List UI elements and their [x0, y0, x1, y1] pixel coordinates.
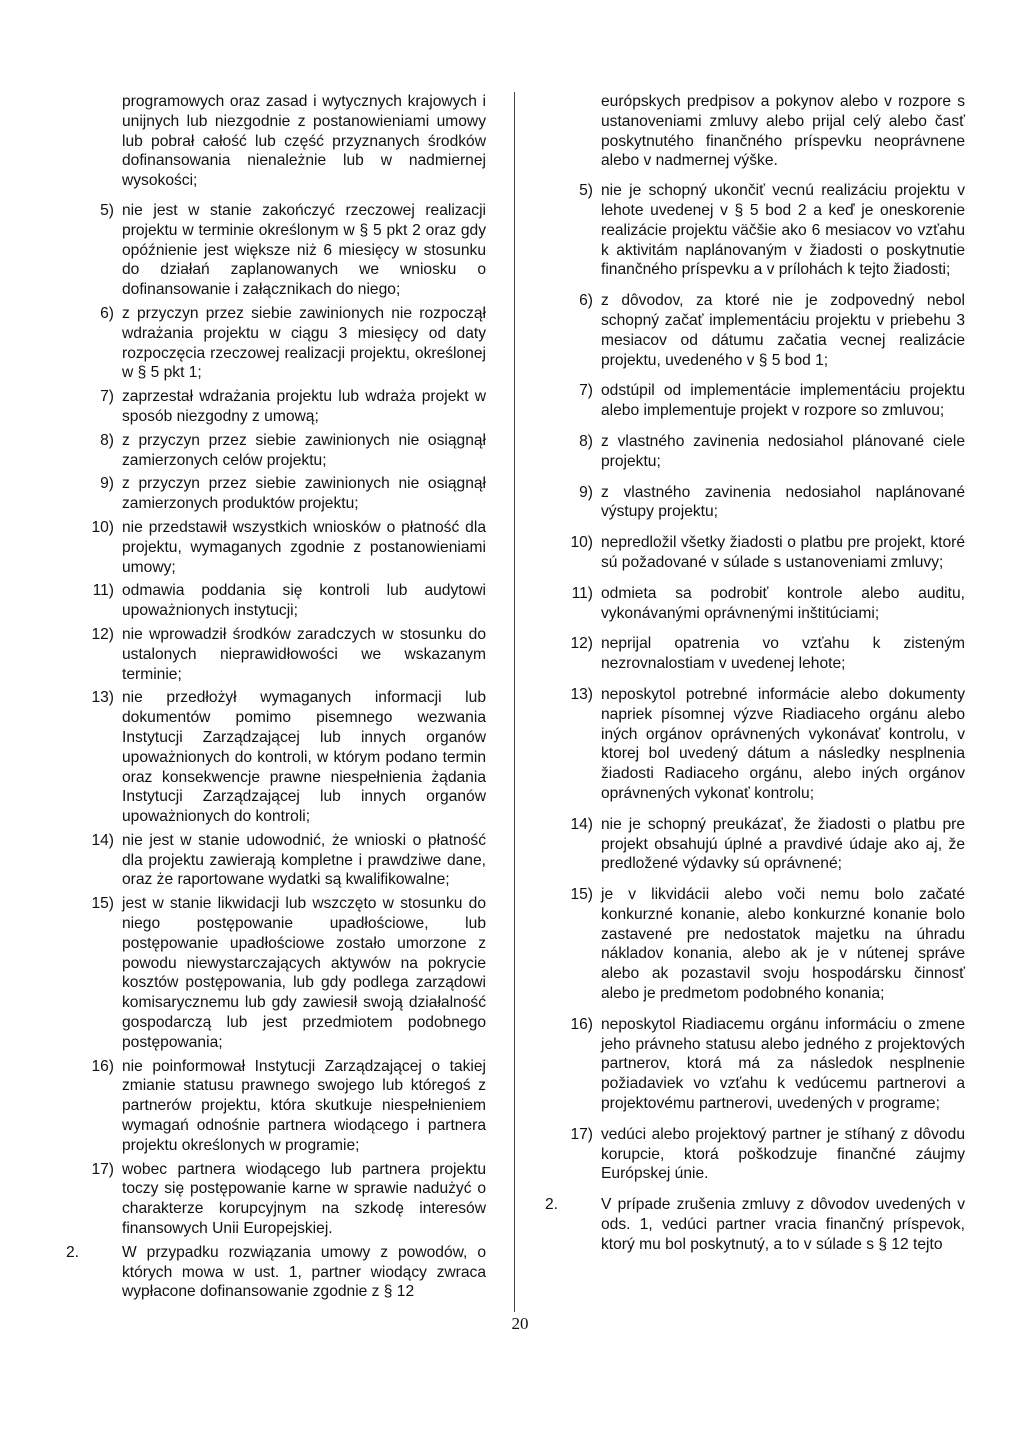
list-item-number: 5): [579, 182, 593, 200]
section-number: 2.: [545, 1196, 559, 1214]
list-item-text: nie przedłożył wymaganych informacji lub dokumentów pomimo pisemnego wezwania Instytucji Zarządzającej lub innych organów upoważnionych do kontroli, w którym podano termin oraz konsekwencje prawne niespełnienia żądania Instytucji Zarządzającej lub innych organów upoważnionych do kontroli;: [122, 689, 486, 826]
list-item-number: 6): [579, 292, 593, 310]
list-item-text: z dôvodov, za ktoré nie je zodpovedný nebol schopný začať implementáciu projektu v priebehu 3 mesiacov od dátumu začatia vecnej realizácie projektu, uvedeného v § 5 bod 1;: [601, 292, 965, 369]
numbered-list: [66, 201, 486, 1239]
list-item: [66, 201, 486, 300]
list-item: [66, 831, 486, 890]
list-item-number: 16): [570, 1015, 593, 1033]
list-item: [545, 815, 965, 874]
list-item-number: 10): [570, 534, 593, 552]
list-item: [66, 387, 486, 427]
list-item-number: 10): [91, 518, 114, 536]
list-item: [545, 483, 965, 523]
list-item: [66, 688, 486, 827]
list-item-number: 8): [100, 431, 114, 449]
list-item-text: nie je schopný preukázať, že žiadosti o platbu pre projekt obsahujú úplné a pravdivé údaje ako aj, že predložené výdavky sú oprávnené;: [601, 815, 965, 873]
intro-paragraph: programowych oraz zasad i wytycznych krajowych i unijnych lub niezgodnie z postanowieniami umowy lub pobrał całość lub część przyznanych środków dofinansowania nienależnie lub w nadmiernej wysokości;: [122, 93, 486, 190]
list-item-text: nie je schopný ukončiť vecnú realizáciu projektu v lehote uvedenej v § 5 bod 2 a keď je oneskorenie realizácie projektu väčšie ako 6 mesiacov vo vzťahu k aktivitám naplánovaným v žiadosti o poskytnutie finančného príspevku a v prílohách k tejto žiadosti;: [601, 182, 965, 279]
slovak-column: [545, 92, 965, 1266]
page-number: 20: [511, 1314, 529, 1333]
list-item: [545, 1125, 965, 1184]
list-item-text: z vlastného zavinenia nedosiahol plánované ciele projektu;: [601, 432, 965, 470]
list-item-number: 13): [570, 685, 593, 703]
section-text: W przypadku rozwiązania umowy z powodów, o których mowa w ust. 1, partner wiodący zwraca wypłacone dofinansowanie zgodnie z § 12: [122, 1243, 486, 1301]
list-item: [66, 1057, 486, 1156]
list-item-number: 15): [570, 886, 593, 904]
list-item-text: zaprzestał wdrażania projektu lub wdraża projekt w sposób niezgodny z umową;: [122, 388, 486, 425]
list-item-number: 6): [100, 304, 114, 322]
list-item-text: je v likvidácii alebo voči nemu bolo začaté konkurzné konanie, alebo konkurzné konanie bolo zastavené pre nedostatok majetku na úhradu nákladov konania, alebo ak je v nútenej správe alebo ak pozastavil svoju hospodársku činnosť alebo je predmetom podobného konania;: [601, 886, 965, 1003]
list-item: [545, 685, 965, 804]
intro-paragraph: európskych predpisov a pokynov alebo v rozpore s ustanoveniami zmluvy alebo prijal celý alebo časť poskytnutého finančného príspevku neoprávnene alebo v nadmernej výške.: [601, 93, 965, 170]
list-item-number: 14): [570, 815, 593, 833]
section-number: 2.: [66, 1243, 80, 1261]
list-item-number: 8): [579, 432, 593, 450]
section-2-paragraph: [545, 1195, 965, 1254]
list-item-text: z vlastného zavinenia nedosiahol naplánované výstupy projektu;: [601, 483, 965, 521]
list-item: [66, 1160, 486, 1239]
list-item-text: nie jest w stanie udowodnić, że wnioski o płatność dla projektu zawierają kompletne i prawdziwe dane, oraz że raportowane wydatki są kwalifikowalne;: [122, 831, 486, 889]
list-item: [66, 581, 486, 621]
numbered-list: [545, 181, 965, 1184]
list-item-number: 12): [570, 635, 593, 653]
section-2-paragraph: [66, 1243, 486, 1302]
list-item-number: 5): [100, 201, 114, 219]
list-item: [545, 634, 965, 674]
list-item-number: 16): [91, 1057, 114, 1075]
list-item-text: vedúci alebo projektový partner je stíhaný z dôvodu korupcie, ktorá poškodzuje finančné záujmy Európskej únie.: [601, 1125, 965, 1183]
list-item-number: 14): [91, 831, 114, 849]
list-item-text: nie wprowadził środków zaradczych w stosunku do ustalonych nieprawidłowości we wskazanym terminie;: [122, 625, 486, 683]
list-item-number: 7): [579, 382, 593, 400]
list-item-text: nie jest w stanie zakończyć rzeczowej realizacji projektu w terminie określonym w § 5 pkt 2 oraz gdy opóźnienie jest większe niż 6 miesięcy w stosunku do działań zaplanowanych we wniosku o dofinansowanie i załącznikach do niego;: [122, 201, 486, 299]
list-item-text: nie przedstawił wszystkich wniosków o płatność dla projektu, wymaganych zgodnie z postanowieniami umowy;: [122, 518, 486, 576]
list-item-text: neposkytol potrebné informácie alebo dokumenty napriek písomnej výzve Riadiaceho orgánu alebo iných orgánov oprávnených vykonávať kontrolu, v ktorej bol uvedený dátum a následky nesplnenia žiadosti Radiaceho orgánu, alebo iných orgánov oprávnených vykonať kontrolu;: [601, 685, 965, 802]
list-item: [545, 533, 965, 573]
list-item-text: jest w stanie likwidacji lub wszczęto w stosunku do niego postępowanie upadłościowe, lub postępowanie upadłościowe zostało umorzone z powodu niewystarczających aktywów na pokrycie kosztów postępowania, lub gdy podlega zarządowi komisarycznemu lub gdy zawiesił swoją działalność gospodarczą lub jest przedmiotem podobnego postępowania;: [122, 895, 486, 1051]
list-item: [545, 291, 965, 370]
list-item-number: 11): [92, 582, 114, 600]
list-item-number: 7): [100, 388, 114, 406]
section-text: V prípade zrušenia zmluvy z dôvodov uvedených v ods. 1, vedúci partner vracia finančný príspevok, ktorý mu bol poskytnutý, a to v súlade s § 12 tejto: [601, 1196, 965, 1253]
list-item-text: z przyczyn przez siebie zawinionych nie osiągnął zamierzonych produktów projektu;: [122, 475, 486, 513]
list-item-text: neprijal opatrenia vo vzťahu k zisteným nezrovnalostiam v uvedenej lehote;: [601, 635, 965, 673]
list-item-number: 13): [91, 689, 114, 707]
list-item: [545, 1015, 965, 1114]
list-item-text: nie poinformował Instytucji Zarządzającej o takiej zmianie statusu prawnego swojego lub któregoś z partnerów projektu, która skutkuje niespełnieniem wymagań odnośnie partnera wiodącego i partnera projektu określonych w programie;: [122, 1057, 486, 1154]
list-item-number: 9): [579, 483, 593, 501]
list-item-text: wobec partnera wiodącego lub partnera projektu toczy się postępowanie karne w sprawie nadużyć o charakterze korupcyjnym na szkodę interesów finansowych Unii Europejskiej.: [122, 1160, 486, 1238]
list-item-text: z przyczyn przez siebie zawinionych nie osiągnął zamierzonych celów projektu;: [122, 431, 486, 469]
list-item-number: 12): [91, 625, 114, 643]
list-item: [66, 474, 486, 514]
list-item-number: 17): [570, 1125, 593, 1143]
list-item-text: z przyczyn przez siebie zawinionych nie rozpoczął wdrażania projektu w ciągu 3 miesięcy od daty rozpoczęcia rzeczowej realizacji projektu, określonej w § 5 pkt 1;: [122, 304, 486, 382]
list-item-text: neposkytol Riadiacemu orgánu informáciu o zmene jeho právneho statusu alebo jedného z projektových partnerov, ktorá má za následok nesplnenie požiadaviek vo vzťahu k vedúcemu partnerovi a projektovému partnerovi, uvedených v programe;: [601, 1015, 965, 1113]
list-item-number: 9): [100, 475, 114, 493]
list-item: [545, 584, 965, 624]
list-item-text: odstúpil od implementácie implementáciu projektu alebo implementuje projekt v rozpore so zmluvou;: [601, 382, 965, 420]
list-item-number: 11): [571, 584, 593, 602]
list-item: [66, 518, 486, 577]
list-item: [66, 431, 486, 471]
list-item: [545, 432, 965, 472]
list-item-number: 17): [91, 1160, 114, 1178]
list-item-text: odmawia poddania się kontroli lub audytowi upoważnionych instytucji;: [122, 582, 486, 620]
list-item-number: 15): [91, 895, 114, 913]
list-item: [545, 885, 965, 1004]
list-item-text: odmieta sa podrobiť kontrole alebo auditu, vykonávanými oprávnenými inštitúciami;: [601, 584, 965, 622]
polish-column: [66, 92, 486, 1306]
column-divider: [514, 92, 515, 1312]
list-item: [66, 894, 486, 1052]
list-item-text: nepredložil všetky žiadosti o platbu pre projekt, ktoré sú požadované v súlade s ustanoveniami zmluvy;: [601, 534, 965, 571]
list-item: [66, 625, 486, 684]
list-item: [545, 381, 965, 421]
list-item: [545, 181, 965, 280]
list-item: [66, 304, 486, 383]
